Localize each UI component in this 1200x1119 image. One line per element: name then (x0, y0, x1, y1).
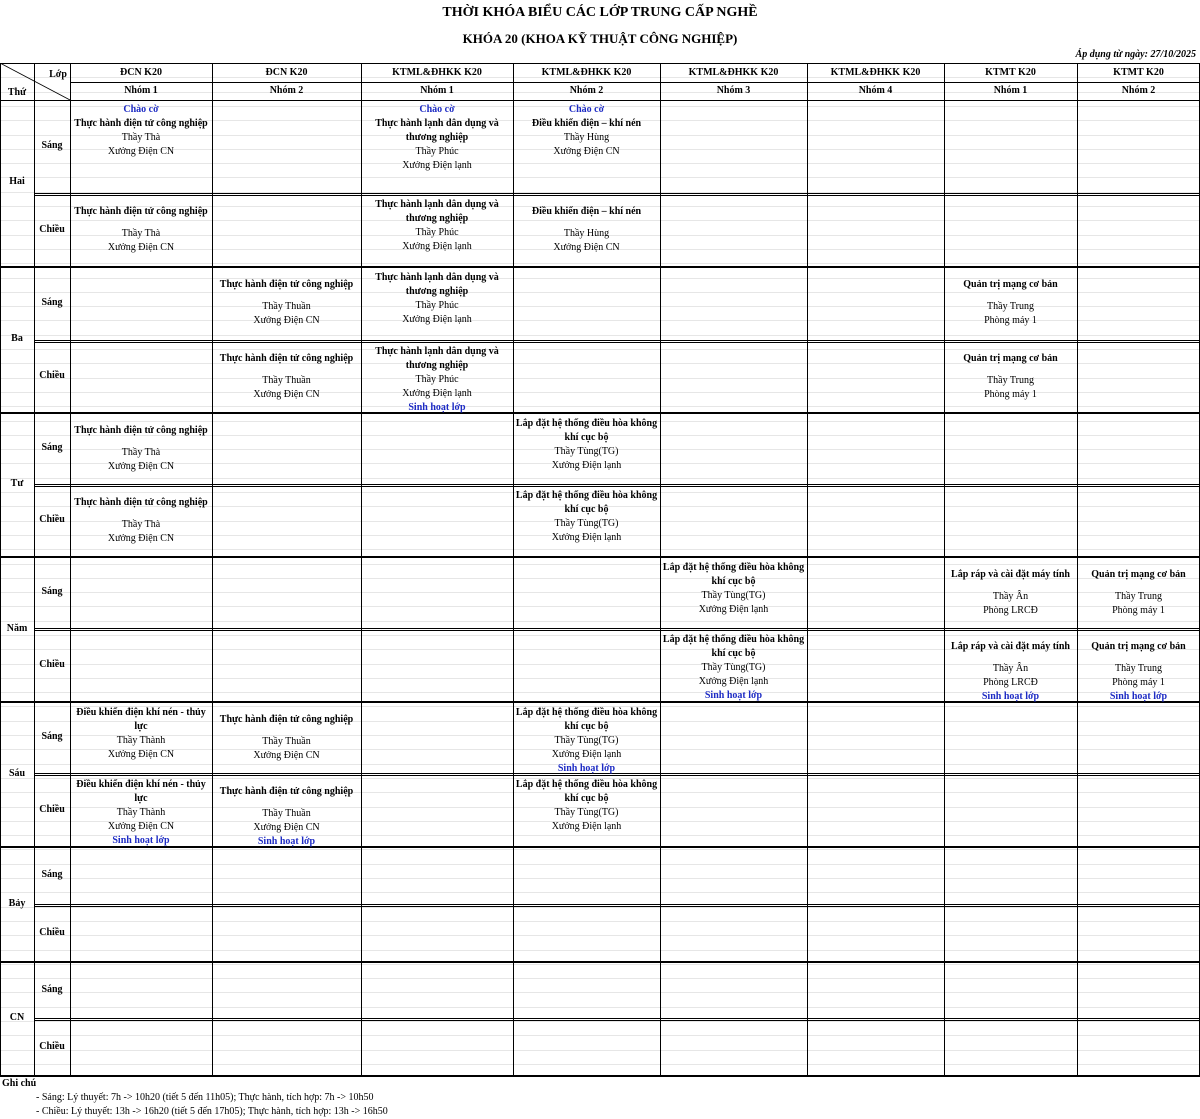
room-name: Xưởng Điện lạnh (551, 821, 622, 832)
room-name: Xưởng Điện CN (253, 315, 320, 326)
class-name-header: KTML&ĐHKK K20 (392, 67, 482, 78)
row-line (0, 964, 1200, 965)
session-divider (34, 628, 1200, 629)
teacher-name: Thầy Tùng(TG) (554, 518, 619, 529)
session-divider (34, 630, 1200, 631)
teacher-name: Thầy Hùng (563, 132, 610, 143)
schedule-entry (944, 633, 1077, 704)
class-group-header: Nhóm 1 (420, 85, 454, 96)
subject-name: Thực hành lạnh dân dụng và thương nghiệp (375, 272, 499, 297)
session-morning-label: Sáng (41, 869, 63, 880)
teacher-name: Thầy Thuần (262, 375, 311, 386)
schedule-entry (513, 778, 660, 834)
row-line (0, 950, 1200, 951)
teacher-name: Thầy Thà (121, 132, 161, 143)
subject-name: Lắp ráp và cài đặt máy tính (951, 641, 1070, 652)
class-meeting-label: Sinh hoạt lớp (704, 690, 763, 701)
schedule-entry (70, 706, 212, 762)
session-afternoon-label: Chiều (39, 926, 65, 938)
schedule-entry (660, 633, 807, 703)
class-group-header: Nhóm 2 (1121, 85, 1156, 96)
class-meeting-label: Sinh hoạt lớp (557, 763, 616, 774)
session-divider (34, 342, 1200, 343)
session-afternoon-label: Chiều (39, 1040, 65, 1052)
teacher-name: Thầy Thành (116, 807, 166, 818)
schedule-entry (660, 561, 807, 617)
subject-name: Lắp ráp và cài đặt máy tính (951, 569, 1070, 580)
day-label: Sáu (8, 767, 26, 779)
room-name: Xưởng Điện lạnh (698, 604, 769, 615)
subject-name: Lắp đặt hệ thống điều hòa không khí cục bộ (515, 707, 658, 732)
row-line (0, 1021, 1200, 1022)
class-meeting-label: Sinh hoạt lớp (408, 402, 466, 413)
row-line (0, 1064, 1200, 1065)
day-divider (0, 1075, 1200, 1077)
teacher-name: Thầy Tùng(TG) (554, 735, 619, 746)
room-name: Phòng máy 1 (984, 315, 1037, 326)
class-name-header: ĐCN K20 (120, 67, 162, 78)
subject-name: Lắp đặt hệ thống điều hòa không khí cục bộ (515, 418, 658, 443)
schedule-entry (513, 417, 660, 473)
schedule-entry (70, 778, 212, 848)
teacher-name: Thầy Ân (992, 591, 1029, 602)
schedule-entry (944, 271, 1077, 328)
subject-name: Quản trị mạng cơ bản (963, 279, 1058, 290)
session-divider (34, 1020, 1200, 1021)
schedule-entry (70, 417, 212, 474)
session-divider (34, 193, 1200, 194)
room-name: Phòng LRCĐ (983, 605, 1038, 616)
room-name: Phòng LRCĐ (983, 677, 1038, 688)
teacher-name: Thầy Thà (121, 228, 161, 239)
schedule-entry (513, 198, 660, 255)
teacher-name: Thầy Thuần (262, 808, 311, 819)
room-name: Xưởng Điện lạnh (551, 532, 622, 543)
room-name: Xưởng Điện CN (253, 750, 320, 761)
day-label: CN (9, 1012, 25, 1023)
schedule-entry (70, 489, 212, 546)
room-name: Xưởng Điện CN (107, 749, 175, 760)
subject-name: Quản trị mạng cơ bản (1091, 641, 1186, 652)
session-morning-label: Sáng (41, 139, 63, 151)
room-name: Xưởng Điện CN (107, 821, 175, 832)
subject-name: Thực hành điện tử công nghiệp (219, 714, 354, 725)
room-name: Xưởng Điện CN (253, 822, 320, 833)
room-name: Phòng máy 1 (1112, 677, 1165, 688)
subject-name: Thực hành điện tử công nghiệp (74, 118, 208, 129)
schedule-entry (1077, 561, 1200, 618)
applied-date: Áp dụng từ ngày: 27/10/2025 (1075, 49, 1196, 60)
class-group-header: Nhóm 1 (124, 85, 158, 96)
header-mid-line (70, 82, 1200, 83)
session-morning-label: Sáng (41, 442, 63, 453)
subject-name: Thực hành điện tử công nghiệp (74, 497, 208, 508)
session-divider (34, 904, 1200, 905)
session-divider (34, 486, 1200, 487)
teacher-name: Thầy Trung (1115, 591, 1162, 602)
row-line (0, 621, 1200, 622)
class-meeting-label: Sinh hoạt lớp (112, 835, 170, 846)
teacher-name: Thầy Phúc (415, 300, 459, 311)
day-divider (0, 412, 1200, 414)
room-name: Xưởng Điện lạnh (402, 241, 472, 252)
subject-name: Lắp đặt hệ thống điều hòa không khí cục bộ (662, 562, 805, 587)
schedule-entry (1077, 633, 1200, 704)
session-afternoon-label: Chiều (39, 223, 65, 235)
subject-name: Điều khiển điện khí nén - thủy lực (76, 707, 206, 732)
schedule-entry (212, 778, 361, 849)
column-line (807, 63, 808, 1075)
schedule-entry (513, 706, 660, 776)
teacher-name: Thầy Thành (116, 735, 166, 746)
class-group-header: Nhóm 3 (716, 85, 751, 96)
column-line (212, 63, 213, 1075)
subject-name: Điều khiển điện – khí nén (531, 118, 642, 129)
page-subtitle: KHÓA 20 (KHOA KỸ THUẬT CÔNG NGHIỆP) (462, 31, 738, 46)
teacher-name: Thầy Trung (1115, 663, 1162, 674)
row-line (0, 163, 1200, 164)
teacher-name: Thầy Thà (121, 519, 161, 530)
session-divider (34, 906, 1200, 907)
session-morning-label: Sáng (41, 586, 63, 597)
note-afternoon: - Chiều: Lý thuyết: 13h -> 16h20 (tiết 5 đến 17h05); Thực hành, tích hợp: 13h -> 16h50 (36, 1106, 388, 1117)
flag-ceremony-label: Chào cờ (419, 104, 455, 115)
flag-ceremony-label: Chào cờ (123, 104, 159, 115)
corner-thu-label: Thứ (7, 87, 27, 98)
header-top-line (0, 63, 1200, 64)
teacher-name: Thầy Phúc (415, 374, 459, 385)
room-name: Phòng máy 1 (1112, 605, 1165, 616)
subject-name: Lắp đặt hệ thống điều hòa không khí cục bộ (515, 779, 658, 804)
teacher-name: Thầy Ân (992, 663, 1029, 674)
teacher-name: Thầy Phúc (415, 146, 459, 157)
class-name-header: ĐCN K20 (265, 67, 308, 78)
row-line (0, 892, 1200, 893)
subject-name: Thực hành lạnh dân dụng và thương nghiệp (375, 118, 499, 143)
teacher-name: Thầy Phúc (415, 227, 459, 238)
teacher-name: Thầy Tùng(TG) (701, 590, 766, 601)
session-morning-label: Sáng (41, 983, 63, 995)
session-divider (34, 1018, 1200, 1019)
room-name: Xưởng Điện lạnh (698, 676, 769, 687)
class-group-header: Nhóm 2 (569, 85, 604, 96)
subject-name: Thực hành điện tử công nghiệp (74, 206, 208, 217)
day-label: Hai (9, 176, 25, 187)
session-divider (34, 484, 1200, 485)
row-line (0, 907, 1200, 908)
row-line (0, 335, 1200, 336)
class-meeting-label: Sinh hoạt lớp (257, 836, 316, 847)
class-name-header: KTML&ĐHKK K20 (688, 67, 779, 78)
row-line (0, 1035, 1200, 1036)
row-line (0, 177, 1200, 178)
notes-label: Ghi chú (2, 1078, 37, 1089)
schedule-entry (361, 198, 513, 254)
room-name: Xưởng Điện CN (107, 533, 175, 544)
session-afternoon-label: Chiều (39, 514, 65, 525)
teacher-name: Thầy Thuần (262, 301, 311, 312)
session-afternoon-label: Chiều (39, 370, 65, 381)
day-divider (0, 556, 1200, 558)
row-line (0, 978, 1200, 979)
class-name-header: KTML&ĐHKK K20 (830, 67, 921, 78)
class-group-header: Nhóm 2 (269, 85, 304, 96)
corner-lop-label: Lớp (49, 69, 67, 80)
subject-name: Thực hành điện tử công nghiệp (219, 786, 354, 797)
schedule-entry (944, 345, 1077, 402)
class-meeting-label: Sinh hoạt lớp (981, 691, 1040, 702)
row-line (0, 406, 1200, 407)
session-divider (34, 340, 1200, 341)
schedule-entry (944, 561, 1077, 618)
room-name: Xưởng Điện CN (553, 242, 620, 253)
session-morning-label: Sáng (41, 297, 63, 308)
room-name: Xưởng Điện CN (107, 146, 175, 157)
day-label: Năm (6, 622, 28, 634)
header-bottom-line (0, 100, 1200, 101)
subject-name: Quản trị mạng cơ bản (1091, 569, 1186, 580)
subject-name: Lắp đặt hệ thống điều hòa không khí cục bộ (515, 490, 658, 515)
schedule-entry (513, 103, 660, 159)
session-divider (34, 195, 1200, 196)
class-group-header: Nhóm 4 (858, 85, 893, 96)
subject-name: Thực hành điện tử công nghiệp (219, 279, 354, 290)
room-name: Xưởng Điện lạnh (402, 314, 472, 325)
room-name: Xưởng Điện CN (553, 146, 620, 157)
class-name-header: KTML&ĐHKK K20 (541, 67, 632, 78)
class-meeting-label: Sinh hoạt lớp (1109, 691, 1168, 702)
schedule-entry (212, 345, 361, 402)
subject-name: Thực hành lạnh dân dụng và thương nghiệp (375, 199, 499, 224)
row-line (0, 1050, 1200, 1051)
row-line (0, 849, 1200, 850)
day-label: Tư (10, 478, 24, 489)
left-edge-line (0, 63, 1, 1075)
schedule-entry (212, 271, 361, 328)
row-line (0, 263, 1200, 264)
schedule-entry (361, 271, 513, 327)
flag-ceremony-label: Chào cờ (568, 104, 605, 115)
teacher-name: Thầy Thà (121, 447, 161, 458)
teacher-name: Thầy Trung (987, 301, 1034, 312)
row-line (0, 935, 1200, 936)
schedule-entry (361, 103, 513, 173)
row-line (0, 864, 1200, 865)
schedule-entry (361, 345, 513, 415)
class-group-header: Nhóm 1 (993, 85, 1028, 96)
teacher-name: Thầy Thuần (262, 736, 311, 747)
room-name: Xưởng Điện lạnh (551, 749, 622, 760)
teacher-name: Thầy Tùng(TG) (554, 807, 619, 818)
note-morning: - Sáng: Lý thuyết: 7h -> 10h20 (tiết 5 đến 11h05); Thực hành, tích hợp: 7h -> 10h50 (36, 1092, 374, 1103)
subject-name: Thực hành điện tử công nghiệp (219, 353, 354, 364)
session-afternoon-label: Chiều (39, 803, 65, 815)
room-name: Xưởng Điện lạnh (551, 460, 622, 471)
subject-name: Điều khiển điện – khí nén (531, 206, 642, 217)
subject-name: Lắp đặt hệ thống điều hòa không khí cục bộ (662, 634, 805, 659)
day-label: Ba (11, 333, 23, 344)
subject-name: Điều khiển điện khí nén - thủy lực (76, 779, 206, 804)
day-label: Bảy (8, 897, 26, 909)
schedule-entry (70, 198, 212, 255)
teacher-name: Thầy Hùng (563, 228, 610, 239)
class-name-header: KTMT K20 (985, 67, 1036, 78)
room-name: Xưởng Điện CN (107, 242, 175, 253)
row-line (0, 549, 1200, 550)
room-name: Xưởng Điện lạnh (402, 160, 472, 171)
room-name: Xưởng Điện lạnh (402, 388, 472, 399)
teacher-name: Thầy Trung (987, 375, 1034, 386)
schedule-entry (70, 103, 212, 159)
page-title: THỜI KHÓA BIỂU CÁC LỚP TRUNG CẤP NGHỀ (442, 5, 758, 20)
row-line (0, 878, 1200, 879)
subject-name: Quản trị mạng cơ bản (963, 353, 1058, 364)
room-name: Phòng máy 1 (984, 389, 1037, 400)
class-name-header: KTMT K20 (1113, 67, 1164, 78)
row-line (0, 478, 1200, 479)
teacher-name: Thầy Tùng(TG) (554, 446, 619, 457)
row-line (0, 992, 1200, 993)
subject-name: Thực hành lạnh dân dụng và thương nghiệp (375, 346, 499, 371)
session-afternoon-label: Chiều (39, 658, 65, 670)
teacher-name: Thầy Tùng(TG) (701, 662, 766, 673)
row-line (0, 921, 1200, 922)
session-morning-label: Sáng (41, 731, 63, 742)
column-line (34, 63, 35, 1075)
room-name: Xưởng Điện CN (253, 389, 320, 400)
day-divider (0, 266, 1200, 268)
subject-name: Thực hành điện tử công nghiệp (74, 425, 208, 436)
room-name: Xưởng Điện CN (107, 461, 175, 472)
schedule-entry (513, 489, 660, 545)
schedule-entry (212, 706, 361, 763)
day-divider (0, 961, 1200, 963)
row-line (0, 1007, 1200, 1008)
